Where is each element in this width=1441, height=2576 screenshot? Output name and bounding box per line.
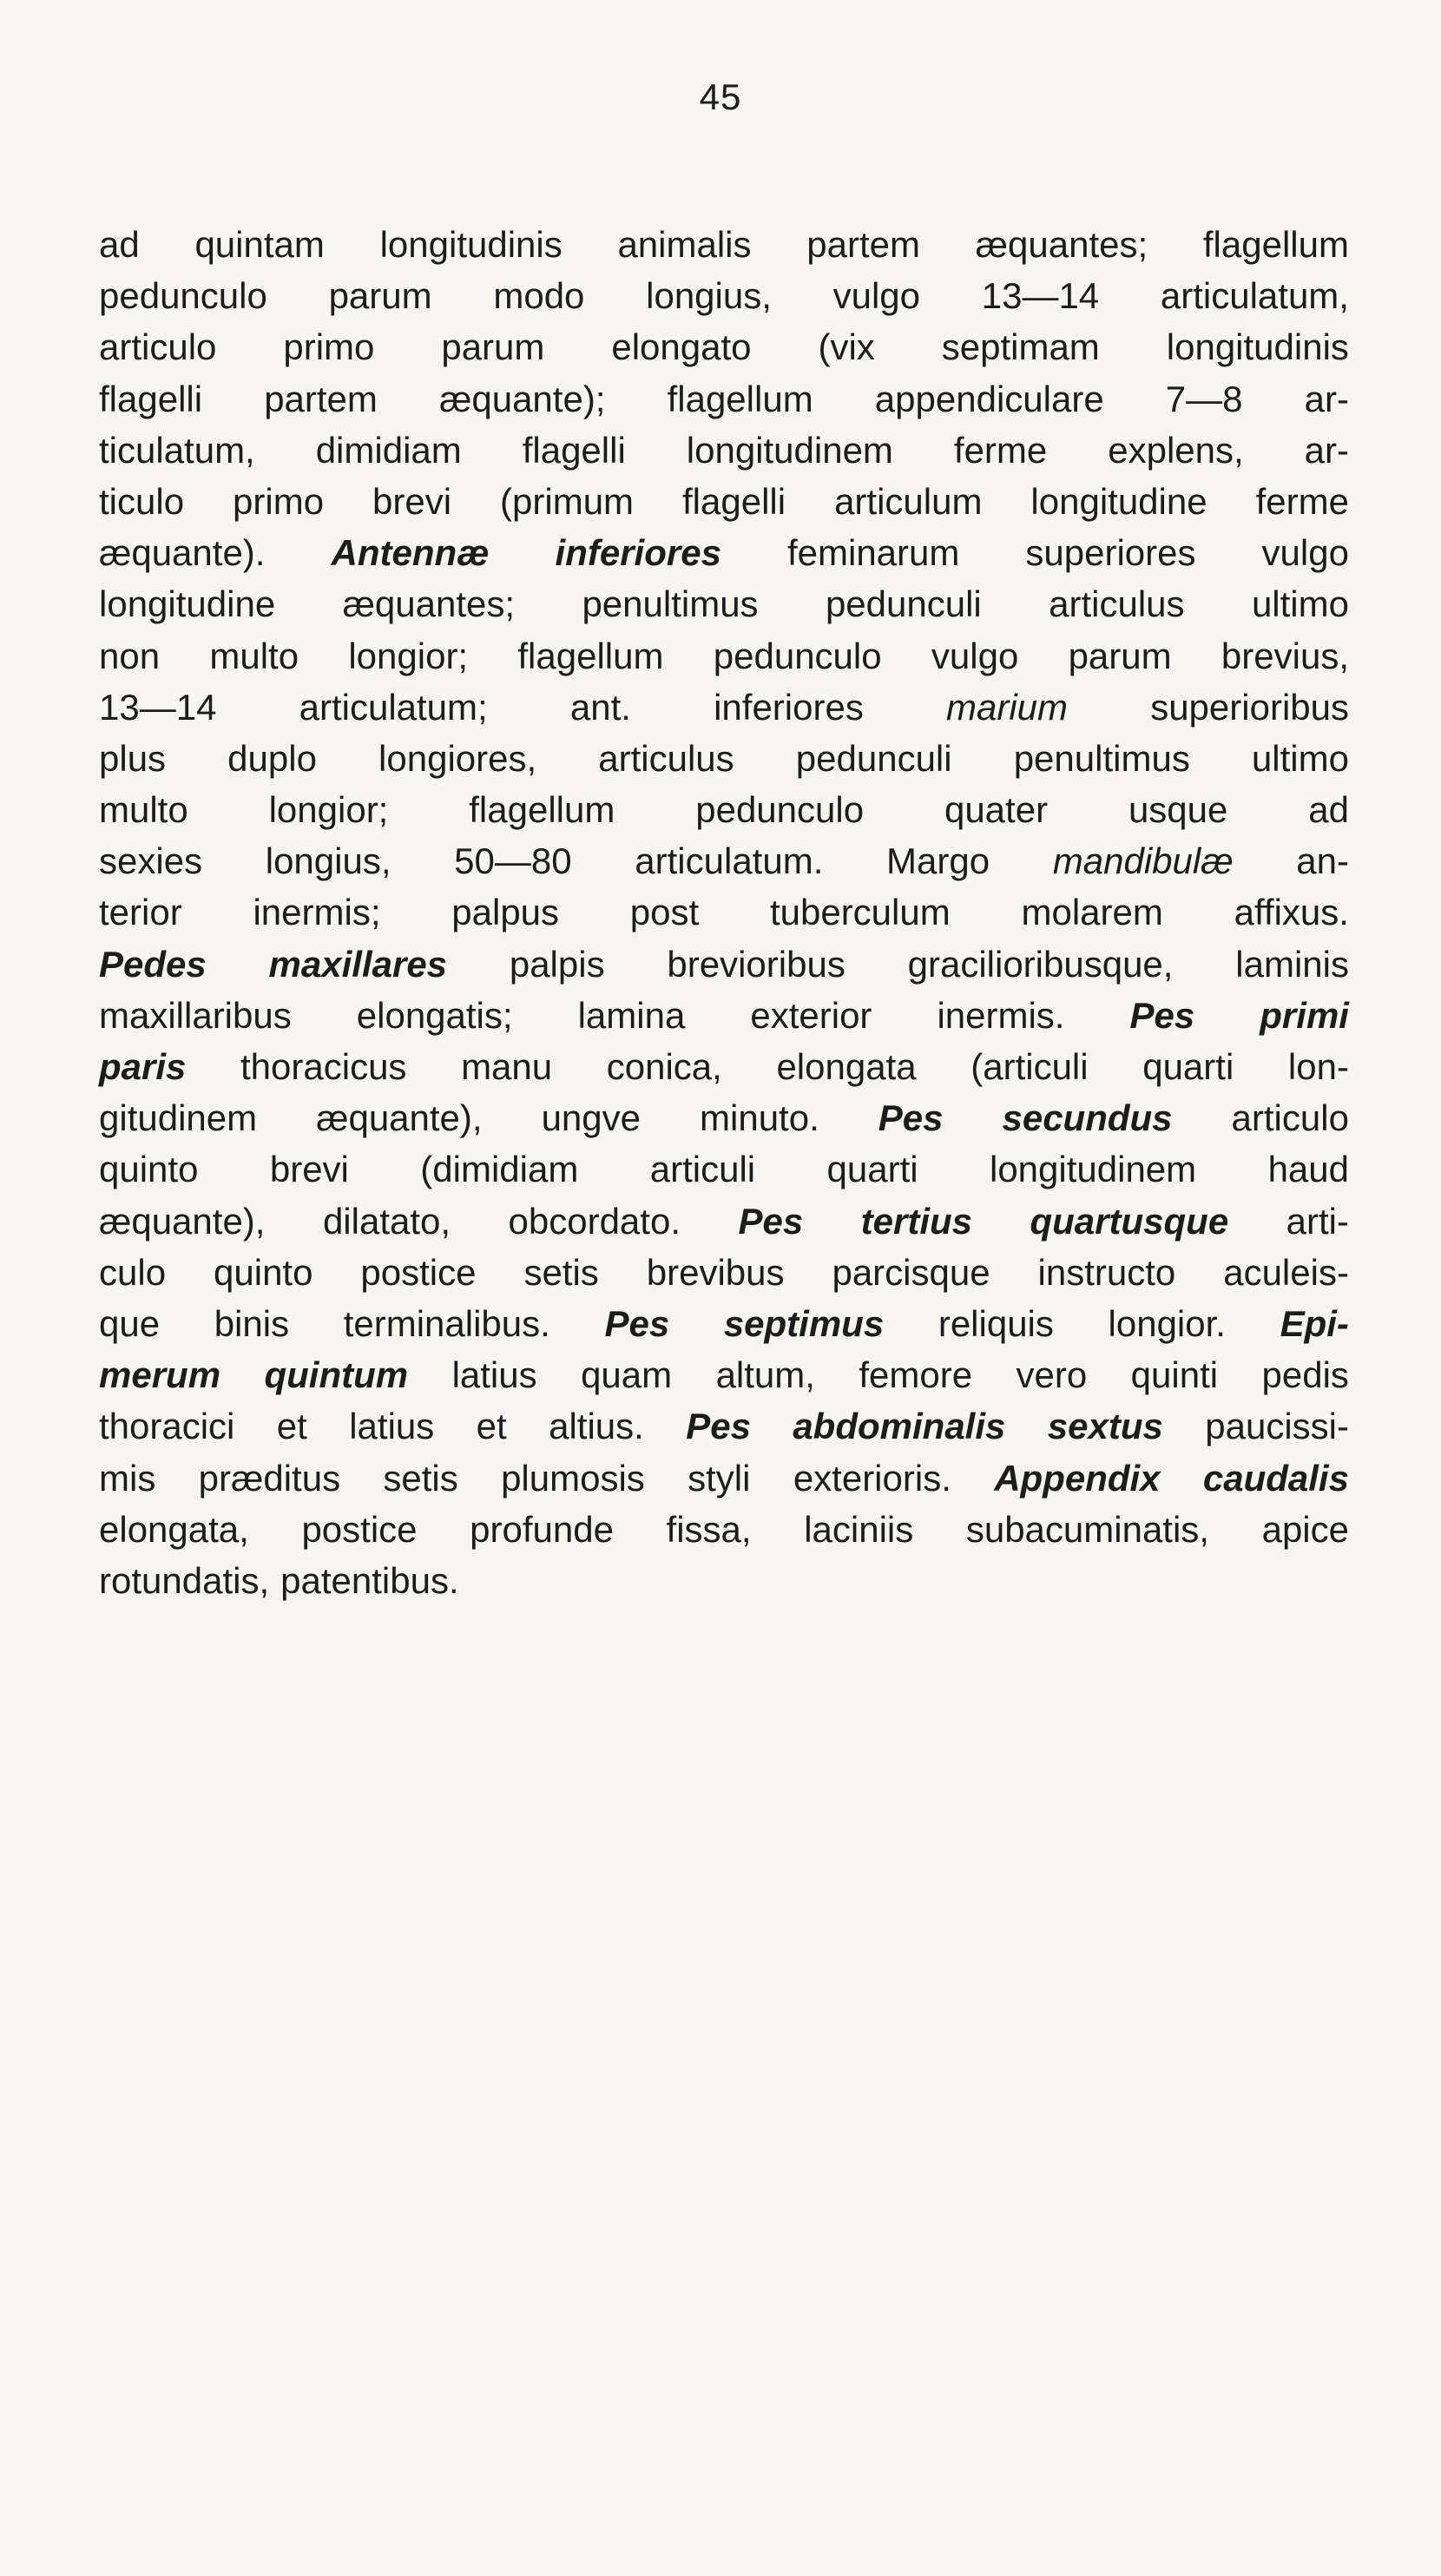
word: postice bbox=[360, 1251, 477, 1293]
word: parum bbox=[1068, 635, 1172, 676]
word: apice bbox=[1261, 1508, 1349, 1550]
word: articulatum; bbox=[299, 686, 488, 728]
word: brevi bbox=[372, 480, 452, 522]
word: laminis bbox=[1235, 943, 1349, 985]
text-line bbox=[99, 1143, 1349, 1195]
word: longior; bbox=[268, 789, 389, 831]
word: articulo bbox=[99, 326, 217, 368]
word: pedunculo bbox=[713, 635, 882, 676]
word: Pes bbox=[1129, 994, 1195, 1036]
text-line bbox=[99, 270, 1349, 321]
text-line bbox=[99, 784, 1349, 835]
word: thoracicus bbox=[240, 1046, 407, 1087]
word: partem bbox=[806, 224, 920, 265]
word: plumosis bbox=[501, 1457, 645, 1499]
word: elongata bbox=[776, 1046, 917, 1087]
word: palpus bbox=[451, 892, 560, 933]
word: elongata, bbox=[99, 1508, 249, 1550]
word: tuberculum bbox=[769, 892, 951, 933]
word: merum bbox=[99, 1354, 221, 1396]
word: reliquis bbox=[938, 1302, 1054, 1344]
text-line bbox=[99, 321, 1349, 372]
word: et bbox=[476, 1406, 507, 1447]
word: ad bbox=[1308, 789, 1349, 831]
word: an- bbox=[1296, 840, 1349, 882]
word: ferme bbox=[1255, 480, 1349, 522]
word: articulus bbox=[1049, 583, 1185, 625]
word: arti- bbox=[1286, 1200, 1349, 1242]
word: quintam bbox=[194, 224, 325, 265]
word: obcordato. bbox=[508, 1200, 681, 1242]
text-line bbox=[99, 373, 1349, 425]
word: (articuli bbox=[971, 1046, 1089, 1087]
word: Pedes bbox=[99, 943, 207, 985]
text-line bbox=[99, 527, 1349, 578]
word: penultimus bbox=[582, 583, 759, 625]
word: Margo bbox=[886, 840, 990, 882]
text-line bbox=[99, 1555, 1349, 1606]
word: pedunculo bbox=[99, 275, 267, 317]
word: parum bbox=[441, 326, 545, 368]
word: sextus bbox=[1047, 1406, 1163, 1447]
word: altum, bbox=[715, 1354, 815, 1396]
word: mandibulæ bbox=[1052, 840, 1234, 882]
word: quinto bbox=[99, 1149, 199, 1190]
word: aculeis- bbox=[1223, 1251, 1349, 1293]
word: quam bbox=[581, 1354, 673, 1396]
word: longitudine bbox=[99, 583, 276, 625]
word: appendiculare bbox=[874, 378, 1104, 419]
text-line bbox=[99, 733, 1349, 784]
word: ultimo bbox=[1251, 583, 1349, 625]
word: 13—14 bbox=[981, 275, 1100, 317]
word: quartusque bbox=[1030, 1200, 1229, 1242]
word: ultimo bbox=[1251, 737, 1349, 779]
word: secundus bbox=[1002, 1097, 1173, 1139]
word: maxillaribus bbox=[99, 994, 292, 1036]
word: femore bbox=[859, 1354, 973, 1396]
word: flagelli bbox=[682, 480, 786, 522]
text-line bbox=[99, 578, 1349, 629]
word: vero bbox=[1016, 1354, 1088, 1396]
word: æquantes; bbox=[975, 224, 1148, 265]
word: parcisque bbox=[832, 1251, 990, 1293]
word: quinti bbox=[1130, 1354, 1219, 1396]
word: (dimidiam bbox=[420, 1149, 579, 1190]
body-text bbox=[99, 219, 1349, 1606]
word: longiores, bbox=[378, 737, 537, 779]
word: palpis bbox=[509, 943, 605, 985]
word: Appendix bbox=[994, 1457, 1161, 1499]
word: 13—14 bbox=[99, 686, 217, 728]
word: pedunculo bbox=[695, 789, 865, 831]
word: brevioribus bbox=[667, 943, 846, 985]
word: Pes bbox=[686, 1406, 751, 1447]
word: Antennæ bbox=[331, 532, 490, 574]
word: vulgo bbox=[1261, 532, 1349, 574]
word: laciniis bbox=[804, 1508, 914, 1550]
word: æquantes; bbox=[342, 583, 516, 625]
word: multo bbox=[209, 635, 299, 676]
word: dimidiam bbox=[315, 429, 462, 471]
word: paris bbox=[99, 1046, 187, 1087]
word: haud bbox=[1267, 1149, 1349, 1190]
word: ungve bbox=[541, 1097, 642, 1139]
word: brevibus bbox=[646, 1251, 785, 1293]
word: altius. bbox=[549, 1406, 644, 1447]
word: quintum bbox=[264, 1354, 409, 1396]
word: conica, bbox=[606, 1046, 722, 1087]
word: longior. bbox=[1108, 1302, 1226, 1344]
word: abdominalis bbox=[793, 1406, 1006, 1447]
word: elongatis; bbox=[356, 994, 513, 1036]
word: ad bbox=[99, 224, 140, 265]
word: (vix bbox=[818, 326, 875, 368]
word: culo bbox=[99, 1251, 167, 1293]
text-line bbox=[99, 1349, 1349, 1400]
word: septimus bbox=[723, 1302, 885, 1344]
word: ar- bbox=[1304, 378, 1349, 419]
word: articuli bbox=[649, 1149, 756, 1190]
word: flagellum bbox=[1202, 224, 1349, 265]
word: inermis; bbox=[253, 892, 381, 933]
text-line bbox=[99, 1298, 1349, 1349]
word: profunde bbox=[470, 1508, 614, 1550]
text-line bbox=[99, 630, 1349, 682]
word: longitudinem bbox=[989, 1149, 1197, 1190]
text-line bbox=[99, 886, 1349, 938]
word: patentibus. bbox=[280, 1559, 459, 1601]
word: articulatum. bbox=[635, 840, 824, 882]
word: æquante), bbox=[316, 1097, 483, 1139]
word: longius, bbox=[646, 275, 772, 317]
word: Pes bbox=[604, 1302, 670, 1344]
word: maxillares bbox=[268, 943, 448, 985]
word: feminarum bbox=[786, 532, 960, 574]
word: explens, bbox=[1108, 429, 1244, 471]
word: manu bbox=[461, 1046, 553, 1087]
text-line bbox=[99, 1092, 1349, 1143]
word: longitudinem bbox=[686, 429, 893, 471]
word: longitudine bbox=[1030, 480, 1207, 522]
text-line bbox=[99, 990, 1349, 1041]
text-line bbox=[99, 219, 1349, 270]
word: quinto bbox=[214, 1251, 313, 1293]
word: lon- bbox=[1287, 1046, 1349, 1087]
word: latius bbox=[349, 1406, 435, 1447]
word: instructo bbox=[1037, 1251, 1176, 1293]
word: septimam bbox=[941, 326, 1100, 368]
word: molarem bbox=[1021, 892, 1163, 933]
text-line bbox=[99, 1400, 1349, 1452]
word: primo bbox=[283, 326, 375, 368]
word: vulgo bbox=[931, 635, 1019, 676]
word: affixus. bbox=[1234, 892, 1349, 933]
text-line bbox=[99, 939, 1349, 990]
word: subacuminatis, bbox=[965, 1508, 1209, 1550]
word: terminalibus. bbox=[343, 1302, 550, 1344]
word: dilatato, bbox=[322, 1200, 451, 1242]
word: sexies bbox=[99, 840, 203, 882]
word: flagellum bbox=[517, 635, 664, 676]
word: æquante); bbox=[439, 378, 606, 419]
word: flagelli bbox=[99, 378, 203, 419]
word: exterioris. bbox=[793, 1457, 951, 1499]
word: ferme bbox=[953, 429, 1048, 471]
word: que bbox=[99, 1302, 161, 1344]
word: Pes bbox=[738, 1200, 804, 1242]
word: quarti bbox=[1142, 1046, 1234, 1087]
word: primo bbox=[233, 480, 325, 522]
word: thoracici bbox=[99, 1406, 235, 1447]
word: postice bbox=[301, 1508, 418, 1550]
word: 7—8 bbox=[1165, 378, 1243, 419]
word: inferiores bbox=[555, 532, 721, 574]
word: brevius, bbox=[1221, 635, 1349, 676]
text-line bbox=[99, 425, 1349, 476]
word: et bbox=[276, 1406, 307, 1447]
word: longior; bbox=[348, 635, 469, 676]
word: flagelli bbox=[522, 429, 626, 471]
word: quarti bbox=[826, 1149, 918, 1190]
word: ticulo bbox=[99, 480, 185, 522]
word: fissa, bbox=[666, 1508, 752, 1550]
word: mis bbox=[99, 1457, 156, 1499]
text-line bbox=[99, 1247, 1349, 1298]
word: gracilioribusque, bbox=[907, 943, 1174, 985]
word: lamina bbox=[577, 994, 686, 1036]
word: flagellum bbox=[469, 789, 615, 831]
word: binis bbox=[214, 1302, 290, 1344]
word: articulo bbox=[1231, 1097, 1349, 1139]
word: modo bbox=[493, 275, 585, 317]
word: ant. bbox=[569, 686, 631, 728]
word: caudalis bbox=[1202, 1457, 1349, 1499]
text-line bbox=[99, 1453, 1349, 1504]
word: penultimus bbox=[1013, 737, 1190, 779]
word: quater bbox=[944, 789, 1049, 831]
word: inermis. bbox=[937, 994, 1065, 1036]
word: ticulatum, bbox=[99, 429, 255, 471]
word: minuto. bbox=[700, 1097, 819, 1139]
text-line bbox=[99, 1041, 1349, 1092]
word: plus bbox=[99, 737, 167, 779]
word: longius, bbox=[265, 840, 392, 882]
word: gitudinem bbox=[99, 1097, 258, 1139]
word: pedunculi bbox=[795, 737, 952, 779]
word: paucissi- bbox=[1205, 1406, 1349, 1447]
text-line bbox=[99, 682, 1349, 733]
word: elongato bbox=[611, 326, 752, 368]
word: post bbox=[629, 892, 700, 933]
word: longitudinis bbox=[1166, 326, 1349, 368]
word: longitudinis bbox=[379, 224, 563, 265]
word: primi bbox=[1260, 994, 1349, 1036]
word: Pes bbox=[878, 1097, 944, 1139]
word: vulgo bbox=[832, 275, 921, 317]
word: præditus bbox=[198, 1457, 341, 1499]
word: rotundatis, bbox=[99, 1559, 270, 1601]
word: 50—80 bbox=[454, 840, 572, 882]
word: æquante). bbox=[99, 532, 266, 574]
word: terior bbox=[99, 892, 182, 933]
word: articulus bbox=[598, 737, 734, 779]
word: brevi bbox=[269, 1149, 349, 1190]
word: exterior bbox=[750, 994, 872, 1036]
word: setis bbox=[523, 1251, 599, 1293]
text-line bbox=[99, 1196, 1349, 1247]
page-number: 45 bbox=[699, 76, 742, 117]
word: duplo bbox=[227, 737, 317, 779]
word: partem bbox=[264, 378, 378, 419]
word: flagellum bbox=[667, 378, 813, 419]
word: pedunculi bbox=[825, 583, 982, 625]
word: articulum bbox=[834, 480, 983, 522]
text-line bbox=[99, 835, 1349, 886]
word: æquante), bbox=[99, 1200, 266, 1242]
word: tertius bbox=[860, 1200, 973, 1242]
word: multo bbox=[99, 789, 188, 831]
word: parum bbox=[328, 275, 432, 317]
word: usque bbox=[1128, 789, 1228, 831]
text-line bbox=[99, 476, 1349, 527]
word: pedis bbox=[1261, 1354, 1349, 1396]
word: animalis bbox=[617, 224, 752, 265]
word: superiores bbox=[1025, 532, 1196, 574]
word: marium bbox=[946, 686, 1069, 728]
word: ar- bbox=[1304, 429, 1349, 471]
word: inferiores bbox=[714, 686, 864, 728]
word: non bbox=[99, 635, 161, 676]
word: articulatum, bbox=[1160, 275, 1349, 317]
word: setis bbox=[383, 1457, 458, 1499]
word: Epi- bbox=[1280, 1302, 1349, 1344]
word: (primum bbox=[500, 480, 635, 522]
word: latius bbox=[451, 1354, 537, 1396]
word: styli bbox=[688, 1457, 751, 1499]
text-line bbox=[99, 1504, 1349, 1555]
word: superioribus bbox=[1150, 686, 1349, 728]
